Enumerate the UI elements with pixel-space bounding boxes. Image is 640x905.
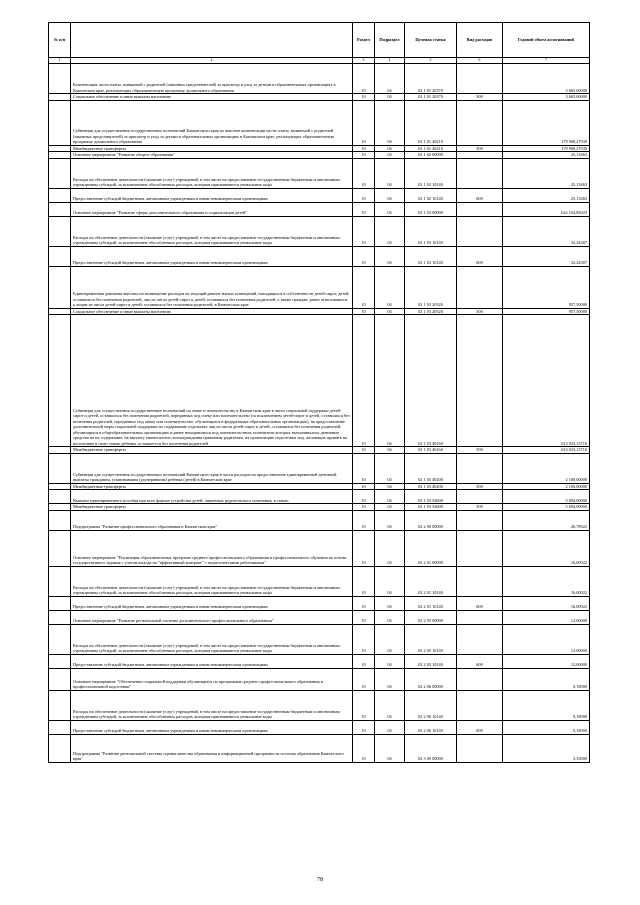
row-statya-cell: 02 2 01 10140 [405,566,457,596]
row-name-cell: Основное мероприятие "Развитие общего образования" [71,152,353,159]
row-number-cell [49,566,71,596]
row-razdel-cell: 10 [353,483,375,490]
row-vid-cell [457,453,503,483]
row-podrazdel-cell: 04 [375,504,405,511]
row-razdel-cell: 10 [353,64,375,94]
column-number: 2 [71,58,353,64]
row-vid-cell: 600 [457,188,503,202]
table-row [49,624,590,654]
row-amount-cell: 16,00922 [503,566,590,596]
row-name-cell: Межбюджетные трансферты [71,504,353,511]
row-podrazdel-cell: 04 [375,453,405,483]
row-amount-cell: 3,33000 [503,734,590,762]
row-statya-cell: 02 2 05 10140 [405,654,457,668]
row-number-cell [49,266,71,308]
row-amount-cell: 3 665,60000 [503,94,590,101]
row-podrazdel-cell: 04 [375,266,405,308]
row-statya-cell: 02 1 02 00000 [405,152,457,159]
column-number: 3 [353,58,375,64]
row-name-cell: Расходы на обеспечение деятельности (оказание услуг) учреждений, в том числе на предоставление государственным бюджетным и автономным учреждениям субсидий, за исключением обособленных расходов, которым присваиваются уникальные коды [71,690,353,720]
table-header-row [49,23,590,58]
page-number: 78 [317,877,323,883]
row-vid-cell [457,510,503,530]
row-amount-cell: 179 908,27939 [503,100,590,145]
row-statya-cell: 02 2 06 00000 [405,668,457,690]
row-statya-cell: 02 1 03 40160 [405,447,457,454]
row-podrazdel-cell: 04 [375,530,405,566]
row-razdel-cell: 10 [353,530,375,566]
row-number-cell [49,158,71,188]
row-name-cell: Основное мероприятие "Реализация образовательных программ среднего профессионального образования и профессионального обучения на основе государственного задания с учетом выхода на "эффективный контракт" с педагогическими работниками" [71,530,353,566]
row-razdel-cell: 10 [353,152,375,159]
row-razdel-cell: 10 [353,308,375,315]
table-row [49,216,590,246]
row-statya-cell: 02 1 01 40210 [405,145,457,152]
table-row [49,510,590,530]
row-razdel-cell: 10 [353,610,375,624]
row-vid-cell [457,566,503,596]
table-row [49,315,590,447]
row-name-cell: Расходы на обеспечение деятельности (оказание услуг) учреждений, в том числе на предоставление государственным бюджетным и автономным учреждениям субсидий, за исключением обособленных расходов, которым присваиваются уникальные коды [71,566,353,596]
row-razdel-cell: 10 [353,720,375,734]
row-number-cell [49,315,71,447]
row-statya-cell: 02 1 01 20370 [405,94,457,101]
row-vid-cell [457,158,503,188]
row-statya-cell: 02 2 00 00000 [405,510,457,530]
row-statya-cell: 02 3 00 00000 [405,734,457,762]
row-number-cell [49,188,71,202]
row-amount-cell: 25,13463 [503,152,590,159]
row-amount-cell: 32,24307 [503,216,590,246]
row-amount-cell: 5 094,00000 [503,490,590,504]
row-number-cell [49,100,71,145]
column-number: 1 [49,58,71,64]
row-amount-cell: 0,18000 [503,668,590,690]
table-row [49,246,590,266]
row-razdel-cell: 10 [353,188,375,202]
row-razdel-cell: 10 [353,202,375,216]
row-number-cell [49,453,71,483]
column-number: 7 [503,58,590,64]
table-row [49,453,590,483]
row-statya-cell: 02 1 03 00000 [405,202,457,216]
row-number-cell [49,720,71,734]
row-name-cell: Социальное обеспечение и иные выплаты населению [71,94,353,101]
table-row [49,530,590,566]
row-vid-cell [457,100,503,145]
row-podrazdel-cell: 04 [375,64,405,94]
row-number-cell [49,668,71,690]
row-podrazdel-cell: 04 [375,447,405,454]
row-vid-cell [457,610,503,624]
row-podrazdel-cell: 04 [375,202,405,216]
table-row [49,734,590,762]
row-name-cell: Основное мероприятие "Обеспечение социальной поддержки обучающихся по программам среднего профессионального образования и профессиональной подготовки" [71,668,353,690]
column-number: 5 [405,58,457,64]
row-amount-cell: 12,60000 [503,610,590,624]
row-razdel-cell: 10 [353,624,375,654]
row-podrazdel-cell: 04 [375,158,405,188]
header-podrazdel: Подраздел [375,23,405,58]
row-vid-cell: 500 [457,504,503,511]
column-number: 4 [375,58,405,64]
row-statya-cell: 02 1 01 40210 [405,100,457,145]
row-razdel-cell: 10 [353,216,375,246]
row-amount-cell: 26,78922 [503,510,590,530]
row-vid-cell: 300 [457,94,503,101]
row-podrazdel-cell: 04 [375,610,405,624]
row-amount-cell: 2 100,00000 [503,483,590,490]
row-name-cell: Предоставление субсидий бюджетным, автономным учреждениям и иным некоммерческим организациям [71,246,353,266]
row-name-cell: Межбюджетные трансферты [71,447,353,454]
row-podrazdel-cell: 04 [375,624,405,654]
row-name-cell: Выплата единовременного пособия при всех формах устройства детей, лишенных родительского попечения, в семью [71,490,353,504]
row-name-cell: Межбюджетные трансферты [71,483,353,490]
row-amount-cell: 16,00922 [503,596,590,610]
row-vid-cell: 600 [457,596,503,610]
row-name-cell: Расходы на обеспечение деятельности (оказание услуг) учреждений, в том числе на предоставление государственным бюджетным и автономным учреждениям субсидий, за исключением обособленных расходов, которым присваиваются уникальные коды [71,216,353,246]
row-razdel-cell: 10 [353,447,375,454]
row-podrazdel-cell: 04 [375,145,405,152]
row-vid-cell [457,216,503,246]
table-row [49,690,590,720]
row-razdel-cell: 10 [353,100,375,145]
row-vid-cell [457,734,503,762]
row-statya-cell: 02 1 03 20320 [405,266,457,308]
row-statya-cell: 02 2 06 10140 [405,690,457,720]
row-name-cell: Предоставление субсидий бюджетным, автономным учреждениям и иным некоммерческим организациям [71,188,353,202]
row-number-cell [49,64,71,94]
row-number-cell [49,510,71,530]
row-vid-cell: 500 [457,447,503,454]
row-razdel-cell: 10 [353,490,375,504]
row-vid-cell: 600 [457,720,503,734]
row-statya-cell: 02 1 03 20320 [405,308,457,315]
row-razdel-cell: 10 [353,246,375,266]
row-razdel-cell: 10 [353,315,375,447]
row-name-cell: Субвенции для осуществления государственных полномочий Камчатского края по выплате компенсации части платы, взимаемой с родителей (законных представителей) за присмотр и уход за детьми в образовательных организациях в Камчатском крае, реализующих образовательную программу дошкольного образования [71,100,353,145]
row-number-cell [49,216,71,246]
row-razdel-cell: 10 [353,145,375,152]
row-razdel-cell: 10 [353,453,375,483]
row-podrazdel-cell: 04 [375,668,405,690]
row-statya-cell: 02 1 03 40160 [405,315,457,447]
row-amount-cell: 622 104,85023 [503,202,590,216]
row-statya-cell: 02 1 02 10140 [405,158,457,188]
row-vid-cell: 500 [457,145,503,152]
row-podrazdel-cell: 04 [375,152,405,159]
row-podrazdel-cell: 04 [375,734,405,762]
row-podrazdel-cell: 04 [375,315,405,447]
row-number-cell [49,654,71,668]
row-razdel-cell: 10 [353,668,375,690]
table-row [49,654,590,668]
row-podrazdel-cell: 04 [375,483,405,490]
table-row [49,596,590,610]
row-amount-cell: 957,50000 [503,308,590,315]
row-number-cell [49,690,71,720]
row-podrazdel-cell: 04 [375,510,405,530]
row-razdel-cell: 10 [353,690,375,720]
table-row [49,566,590,596]
row-statya-cell: 02 1 03 40200 [405,483,457,490]
row-amount-cell: 613 923,13716 [503,315,590,447]
row-name-cell: Подпрограмма "Развитие профессионального образования в Камчатском крае" [71,510,353,530]
row-number-cell [49,610,71,624]
row-number-cell [49,734,71,762]
row-vid-cell: 500 [457,483,503,490]
row-vid-cell [457,668,503,690]
row-number-cell [49,246,71,266]
row-vid-cell: 300 [457,308,503,315]
row-name-cell: Предоставление субсидий бюджетным, автономным учреждениям и иным некоммерческим организациям [71,596,353,610]
row-number-cell [49,624,71,654]
row-razdel-cell: 10 [353,158,375,188]
row-vid-cell [457,690,503,720]
row-amount-cell: 25,13463 [503,158,590,188]
table-row [49,668,590,690]
row-amount-cell: 957,50000 [503,266,590,308]
row-statya-cell: 02 2 05 10140 [405,624,457,654]
table-row [49,610,590,624]
row-name-cell: Предоставление субсидий бюджетным, автономным учреждениям и иным некоммерческим организациям [71,654,353,668]
row-podrazdel-cell: 04 [375,94,405,101]
column-number: 6 [457,58,503,64]
row-podrazdel-cell: 04 [375,100,405,145]
row-amount-cell: 16,00922 [503,530,590,566]
row-podrazdel-cell: 04 [375,246,405,266]
row-amount-cell: 2 100,00000 [503,453,590,483]
row-podrazdel-cell: 04 [375,490,405,504]
row-name-cell: Подпрограмма "Развитие региональной системы оценки качества образования и информационной прозрачности системы образования Камчатского края" [71,734,353,762]
row-razdel-cell: 10 [353,510,375,530]
row-razdel-cell: 10 [353,266,375,308]
row-amount-cell: 0,18000 [503,690,590,720]
row-statya-cell: 02 1 03 10140 [405,246,457,266]
table-row [49,720,590,734]
row-podrazdel-cell: 04 [375,188,405,202]
row-razdel-cell: 10 [353,566,375,596]
row-vid-cell [457,490,503,504]
row-vid-cell [457,266,503,308]
table-row [49,100,590,145]
header-number: № п/п [49,23,71,58]
row-name-cell: Единовременная денежная выплата на возмещение расходов на текущий ремонт жилых помещений, находящихся в собственности детей-сирот, детей, оставшихся без попечения родителей, лиц из числа детей-сирот и детей, оставшихся без попечения родителей, а также граждан, ранее относившихся к лицам из числа детей-сирот и детей, оставшихся без попечения родителей, в Камчатском крае [71,266,353,308]
row-amount-cell: 613 923,13716 [503,447,590,454]
row-statya-cell: 02 2 01 00000 [405,530,457,566]
header-name [71,23,353,58]
row-podrazdel-cell: 04 [375,566,405,596]
row-statya-cell: 02 1 02 10140 [405,188,457,202]
header-vid: Вид расходов [457,23,503,58]
row-podrazdel-cell: 04 [375,720,405,734]
row-razdel-cell: 10 [353,654,375,668]
row-vid-cell [457,624,503,654]
table-body [49,64,590,763]
row-number-cell [49,596,71,610]
row-razdel-cell: 10 [353,504,375,511]
row-statya-cell: 02 2 05 00000 [405,610,457,624]
row-vid-cell: 600 [457,654,503,668]
row-podrazdel-cell: 04 [375,690,405,720]
budget-table [48,22,590,763]
row-podrazdel-cell: 04 [375,308,405,315]
row-name-cell: Расходы на обеспечение деятельности (оказание услуг) учреждений, в том числе на предоставление государственным бюджетным и автономным учреждениям субсидий, за исключением обособленных расходов, которым присваиваются уникальные коды [71,158,353,188]
row-name-cell: Межбюджетные трансферты [71,145,353,152]
row-podrazdel-cell: 04 [375,654,405,668]
row-vid-cell [457,64,503,94]
row-statya-cell: 02 1 03 52600 [405,504,457,511]
row-vid-cell: 600 [457,246,503,266]
row-amount-cell: 12,60000 [503,654,590,668]
row-statya-cell: 02 1 03 52600 [405,490,457,504]
row-vid-cell [457,315,503,447]
row-razdel-cell: 10 [353,734,375,762]
table-row [49,158,590,188]
row-razdel-cell: 10 [353,596,375,610]
table-row [49,202,590,216]
header-amount: Годовой объем ассигнований [503,23,590,58]
row-number-cell [49,202,71,216]
row-name-cell: Компенсация части платы, взимаемой с родителей (законных представителей) за присмотр и уход за детьми в образовательных организациях в Камчатском крае, реализующих образовательную программу дошкольного образования [71,64,353,94]
row-statya-cell: 02 2 01 10140 [405,596,457,610]
row-statya-cell: 02 2 06 10140 [405,720,457,734]
row-name-cell: Предоставление субсидий бюджетным, автономным учреждениям и иным некоммерческим организациям [71,720,353,734]
table-row [49,266,590,308]
table-row [49,188,590,202]
row-amount-cell: 0,18000 [503,720,590,734]
row-name-cell: Основное мероприятие "Развитие региональной системы дополнительного профессионального образования" [71,610,353,624]
row-podrazdel-cell: 04 [375,216,405,246]
row-number-cell [49,490,71,504]
row-name-cell: Субвенции для осуществления государственных полномочий по опеке и попечительству в Камчатском крае в части социальной поддержки детей-сирот и детей, оставшихся без попечения родителей, переданных под опеку или попечительство (за исключением детей-сирот и детей, оставшихся без попечения родителей, переданных под опеку или попечительство, обучающихся в федеральных образовательных организациях), на предоставление дополнительной меры социальной поддержки по содержанию отдельных лиц из числа детей-сирот и детей, оставшихся без попечения родителей, обучающихся в общеобразовательных организациях и ранее находившихся под попечительством, попечители которых выплачивались денежные средства на их содержание, на выплату ежемесячного вознаграждения приемным родителям, на организацию подготовки лиц, желающих принять на воспитание в свою семью ребенка, оставшегося без попечения родителей [71,315,353,447]
row-amount-cell: 25,13463 [503,188,590,202]
row-name-cell: Расходы на обеспечение деятельности (оказание услуг) учреждений, в том числе на предоставление государственным бюджетным и автономным учреждениям субсидий, за исключением обособленных расходов, которым присваиваются уникальные коды [71,624,353,654]
table-row [49,64,590,94]
row-statya-cell: 02 1 03 40200 [405,453,457,483]
row-amount-cell: 179 908,27939 [503,145,590,152]
row-vid-cell [457,202,503,216]
header-razdel: Раздел [353,23,375,58]
row-name-cell: Основное мероприятие "Развитие сферы дополнительного образования и социализации детей" [71,202,353,216]
row-name-cell: Субвенции для осуществления государственных полномочий Камчатского края в части расходов на предоставление единовременной денежной выплаты гражданам, усыновившим (удочерившим) ребенка (детей) в Камчатском крае [71,453,353,483]
row-name-cell: Социальное обеспечение и иные выплаты населению [71,308,353,315]
row-number-cell [49,530,71,566]
header-statya: Целевая статья [405,23,457,58]
row-statya-cell: 02 1 03 10140 [405,216,457,246]
table-row [49,490,590,504]
row-podrazdel-cell: 04 [375,596,405,610]
row-amount-cell: 3 665,60000 [503,64,590,94]
row-vid-cell [457,530,503,566]
row-amount-cell: 5 094,00000 [503,504,590,511]
row-statya-cell: 02 1 01 20370 [405,64,457,94]
row-amount-cell: 32,24307 [503,246,590,266]
row-razdel-cell: 10 [353,94,375,101]
row-amount-cell: 12,60000 [503,624,590,654]
